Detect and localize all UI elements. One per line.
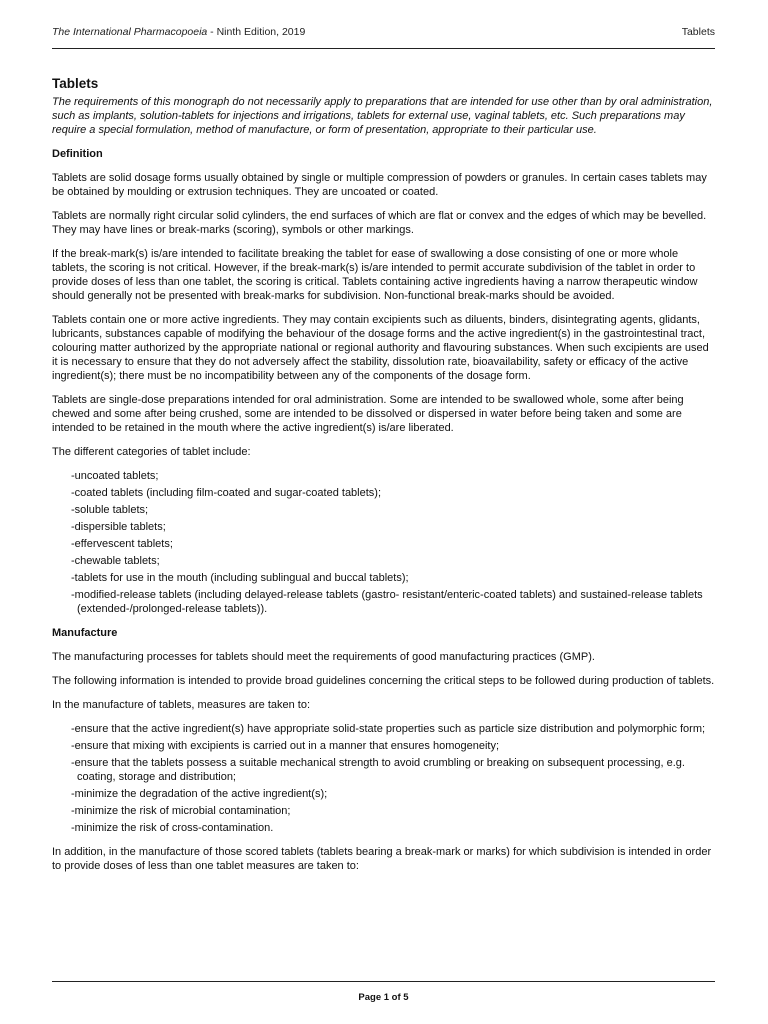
intro-paragraph: The requirements of this monograph do not necessarily apply to preparations that are intended for use other than by oral administration, such as implants, solution-tablets for injections and irrigations, tablets for external use, vaginal tablets, etc. Such preparations may require a special formulation, method of manufacture, or form of presentation, appropriate to their particular use. — [52, 96, 713, 136]
definition-paragraph: Tablets are normally right circular solid cylinders, the end surfaces of which are flat or convex and the edges of which may be bevelled. They may have lines or break-marks (scoring), symbols or other markings. — [52, 210, 707, 236]
document-body — [52, 76, 715, 883]
manufacture-paragraph: The manufacturing processes for tablets should meet the requirements of good manufacturing practices (GMP). — [52, 651, 595, 663]
list-item: - ensure that the tablets possess a suitable mechanical strength to avoid crumbling or breaking on subsequent processing, e.g. coating, storage and distribution; — [52, 756, 715, 784]
list-item: - minimize the risk of cross-contamination. — [52, 821, 715, 835]
page-footer — [52, 981, 715, 1012]
list-item: - chewable tablets; — [52, 554, 715, 568]
manufacture-measures-list — [52, 722, 715, 835]
list-item: - soluble tablets; — [52, 503, 715, 517]
doc-title: Tablets — [52, 76, 99, 91]
header-edition: - Ninth Edition, 2019 — [207, 26, 306, 38]
list-item: - modified-release tablets (including delayed-release tablets (gastro- resistant/enteric-coated tablets) and sustained-release tablets (extended-/prolonged-release tablets)). — [52, 588, 715, 616]
tablet-categories-list — [52, 469, 715, 616]
header-section: Tablets — [681, 26, 715, 38]
definition-paragraph: If the break-mark(s) is/are intended to facilitate breaking the tablet for ease of swallowing a dose consisting of one or more whole tablets, the scoring is not critical. However, if the break-mark(s) is/are intended to permit accurate subdivision of the tablet in order to provide doses of less than one tablet, the scoring is critical. Tablets containing active ingredients having a narrow therapeutic window should generally not be presented with break-marks for subdivision. Non-functional break-marks should be avoided. — [52, 248, 698, 302]
categories-intro: The different categories of tablet include: — [52, 446, 251, 458]
definition-paragraph: Tablets contain one or more active ingredients. They may contain excipients such as diluents, binders, disintegrating agents, glidants, lubricants, substances capable of modifying the behaviour of the dosage forms and the active ingredient(s) in the gastrointestinal tract, colouring matter authorized by the appropriate national or regional authority and flavouring substances. When such excipients are used it is necessary to ensure that they do not adversely affect the stability, dissolution rate, bioavailability, safety or efficacy of the active ingredient(s); there must be no incompatibility between any of the components of the dosage form. — [52, 314, 709, 382]
header-publication-title: The International Pharmacopoeia — [52, 26, 208, 38]
list-item: - minimize the degradation of the active ingredient(s); — [52, 787, 715, 801]
list-item: - uncoated tablets; — [52, 469, 715, 483]
manufacture-heading: Manufacture — [52, 627, 118, 639]
list-item: - minimize the risk of microbial contamination; — [52, 804, 715, 818]
page-number: Page 1 of 5 — [358, 992, 409, 1003]
definition-paragraph: Tablets are single-dose preparations intended for oral administration. Some are intended to be swallowed whole, some after being chewed and some after being crushed, some are intended to be dissolved or dispersed in water before being taken and some are intended to be retained in the mouth where the active ingredient(s) is/are liberated. — [52, 394, 684, 434]
list-item: - effervescent tablets; — [52, 537, 715, 551]
manufacture-paragraph: The following information is intended to provide broad guidelines concerning the critical steps to be followed during production of tablets. — [52, 675, 715, 687]
manufacture-paragraph: In the manufacture of tablets, measures are taken to: — [52, 699, 311, 711]
definition-paragraph: Tablets are solid dosage forms usually obtained by single or multiple compression of powders or granules. In certain cases tablets may be obtained by moulding or extrusion techniques. They are uncoated or coated. — [52, 172, 707, 198]
page-header — [52, 24, 715, 49]
header-publication — [52, 26, 305, 38]
list-item: - dispersible tablets; — [52, 520, 715, 534]
definition-heading: Definition — [52, 148, 103, 160]
list-item: - tablets for use in the mouth (including sublingual and buccal tablets); — [52, 571, 715, 585]
list-item: - coated tablets (including film-coated and sugar-coated tablets); — [52, 486, 715, 500]
list-item: - ensure that mixing with excipients is carried out in a manner that ensures homogeneity; — [52, 739, 715, 753]
manufacture-closing-paragraph: In addition, in the manufacture of those scored tablets (tablets bearing a break-mark or marks) for which subdivision is intended in order to provide doses of less than one tablet measures are taken to: — [52, 846, 712, 872]
list-item: - ensure that the active ingredient(s) have appropriate solid-state properties such as particle size distribution and polymorphic form; — [52, 722, 715, 736]
